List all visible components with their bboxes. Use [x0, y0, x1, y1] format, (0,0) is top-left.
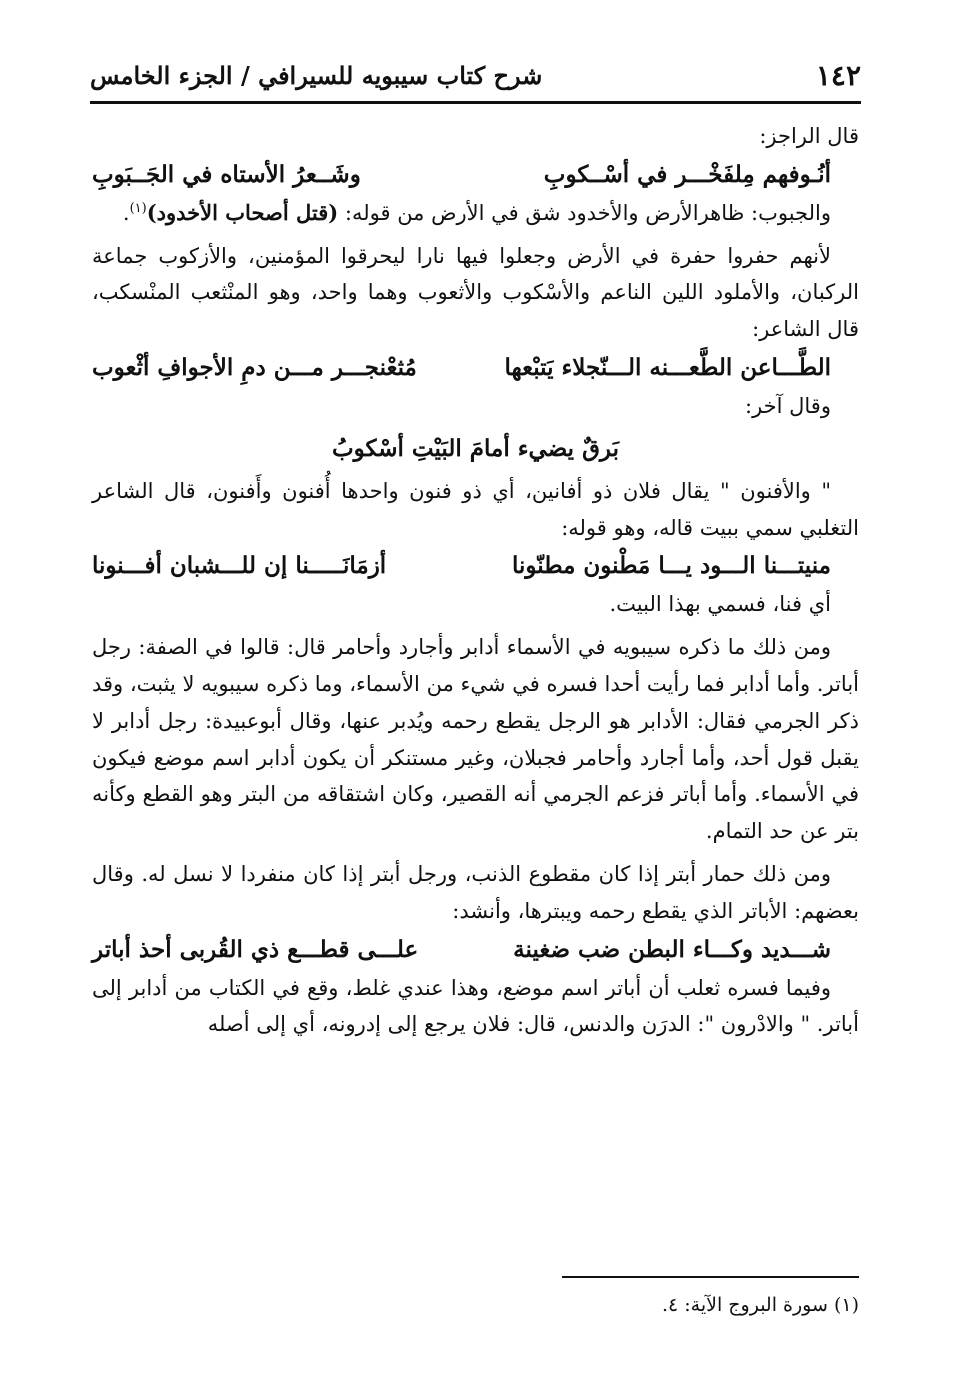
verse-line-2	[92, 348, 859, 388]
verse-hemistich-right: منيتـــنا الـــود يـــا مَطْنون مطنّونا	[511, 552, 831, 580]
footnote-ref[interactable]: (١)	[129, 200, 147, 216]
paragraph-ukhdud: لأنهم حفروا حفرة في الأرض وجعلوا فيها نارا ليحرقوا المؤمنين، والأزكوب جماعة الركبان، والأملود اللين الناعم والأسْكوب والأثعوب وهما واحد، وهو المنْثعب المنْسكب، قال الشاعر:	[92, 243, 859, 342]
verse-hemistich-left: مُثعْنجـــر مـــن دمِ الأجوافِ أثْعوب	[92, 353, 417, 381]
verse-line-4	[92, 546, 859, 586]
paragraph-jubub	[92, 195, 859, 232]
main-text	[92, 118, 859, 1043]
paragraph-thalab: وفيما فسره ثعلب أن أباتر اسم موضع، وهذا عندي غلط، وقع في الكتاب من أدابر إلى أباتر. " والادْرون ": الدرَن والدنس، قال: فلان يرجع إلى إدرونه، أي إلى أصله	[92, 975, 859, 1037]
paragraph-qala-akhar: وقال آخر:	[745, 393, 831, 418]
quran-quote: (قتل أصحاب الأخدود)	[146, 199, 339, 225]
verse-hemistich-right: الطَّـــاعن الطَّعـــنه الـــنّجلاء يَتبْعها	[504, 353, 831, 381]
verse-line-1	[92, 155, 859, 195]
page-number: ١٤٢	[815, 59, 861, 92]
verse-hemistich-right: شـــديد وكـــاء البطن ضب ضغينة	[513, 935, 831, 963]
verse-line-5	[92, 930, 859, 970]
paragraph-adabir: ومن ذلك ما ذكره سيبويه في الأسماء أدابر وأجارد وأحامر قال: قالوا في الصفة: رجل أباتر. وأما أدابر فما رأيت أحدا فسره في شيء من الأسماء، وما ذكره سيبويه لا يثبت، وقد ذكر الجرمي فقال: الأدابر هو الرجل يقطع رحمه ويُدبر عنها، وقال أبوعبيدة: رجل أدابر لا يقبل قول أحد، وأما أجارد وأحامر فجبلان، وغير مستنكر أن يكون أدابر اسم موضع فيكون في الأسماء. وأما أباتر فزعم الجرمي أنه القصير، وكان اشتقاقه من البتر وهو القطع وكأنه بتر عن حد التمام.	[92, 635, 859, 844]
footnote: (١) سورة البروج الآية: ٤.	[661, 1294, 859, 1316]
verse-line-3: بَرقٌ يضيء أمامَ البَيْتِ أسْكوبُ	[331, 434, 620, 462]
footnote-rule	[562, 1276, 859, 1278]
verse-hemistich-right: أنُـوفهم مِلفَخْـــر في أسْــكوبِ	[543, 160, 831, 188]
page-header	[90, 56, 861, 96]
paragraph-afnun: " والأفنون " يقال فلان ذو أفانين، أي ذو فنون واحدها أُفنون وأَفنون، قال الشاعر التغلبي سمي ببيت قاله، وهو قوله:	[92, 478, 859, 540]
paragraph-text: والجبوب: ظاهرالأرض والأخدود شق في الأرض من قوله:	[338, 200, 831, 225]
verse-hemistich-left: وشَــعرُ الأستاه في الجَــبَوبِ	[92, 160, 361, 188]
paragraph-fana: أي فنا، فسمي بهذا البيت.	[609, 592, 831, 617]
verse-hemistich-left: أزمَانَـــــنا إن للـــشبان أفـــنونا	[92, 552, 387, 580]
running-title: شرح كتاب سيبويه للسيرافي / الجزء الخامس	[90, 61, 543, 90]
header-rule	[90, 101, 861, 104]
paragraph-intro: قال الراجز:	[759, 124, 859, 148]
paragraph-abtar: ومن ذلك حمار أبتر إذا كان مقطوع الذنب، ورجل أبتر إذا كان منفردا لا نسل له. وقال بعضهم: الأباتر الذي يقطع رحمه ويبترها، وأنشد:	[92, 861, 859, 923]
punctuation: .	[122, 200, 130, 225]
verse-hemistich-left: علـــى قطـــع ذي القُربى أحذ أباتر	[92, 935, 419, 963]
